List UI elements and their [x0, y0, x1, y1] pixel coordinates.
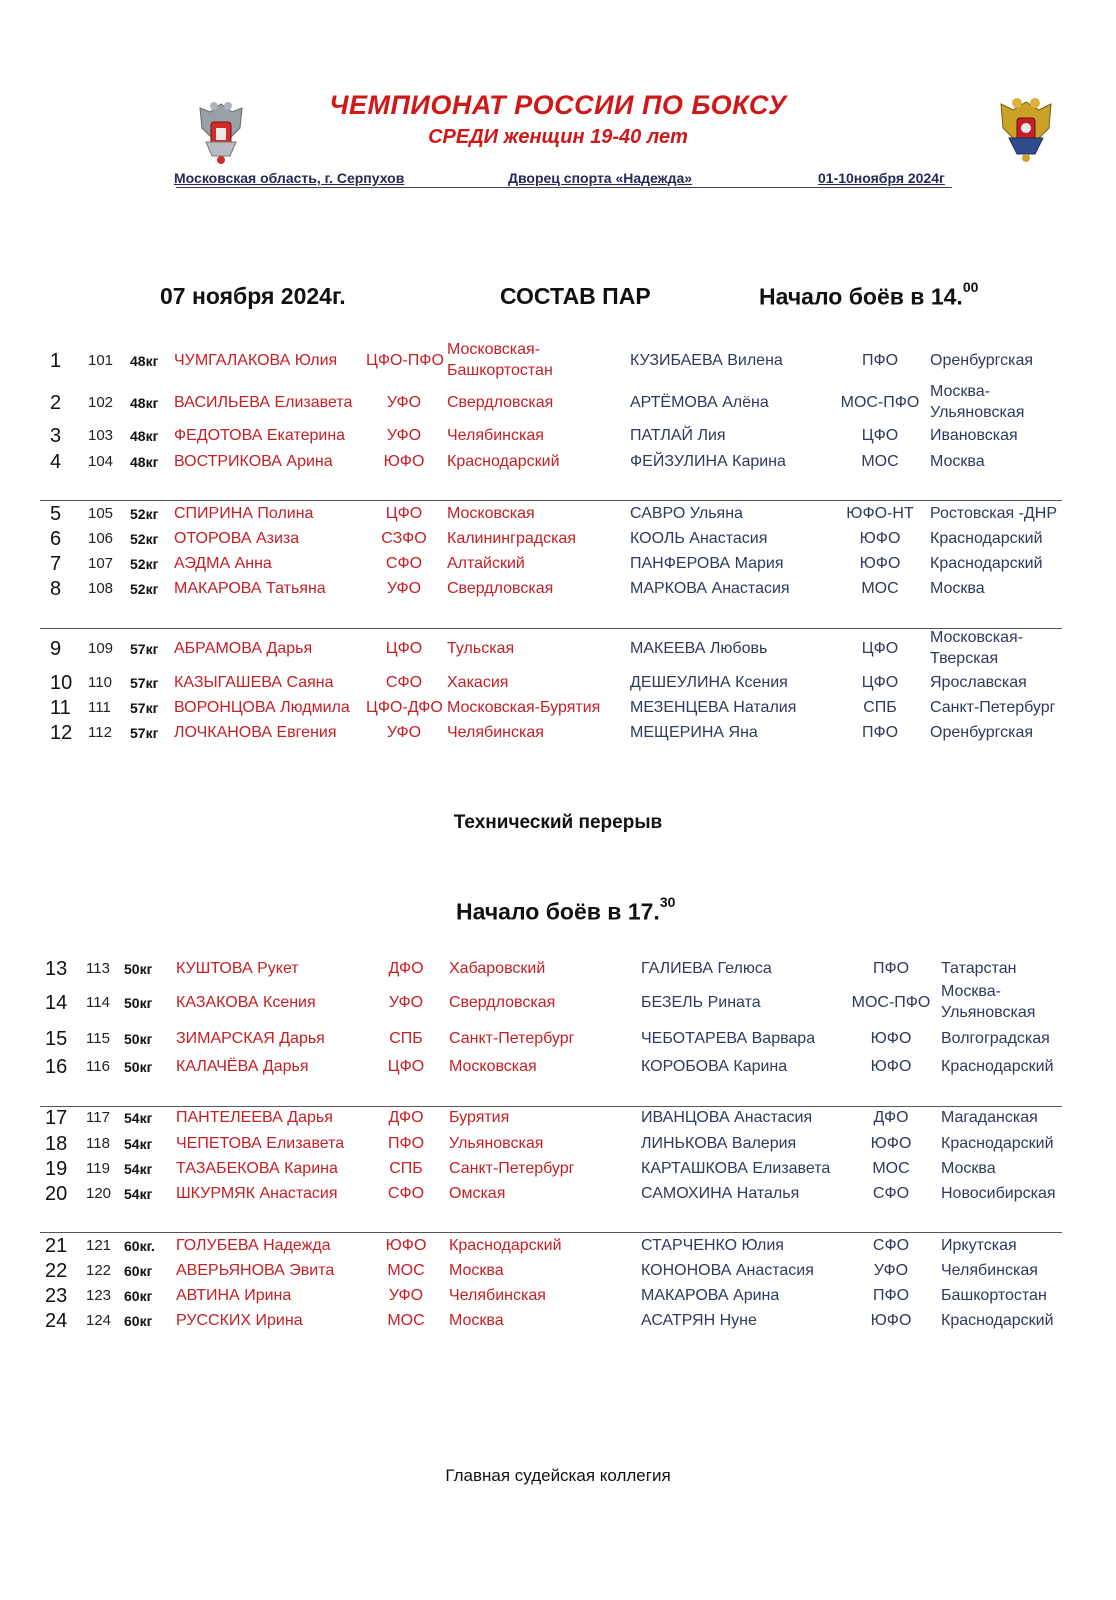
weight-class: 54кг [124, 1186, 153, 1202]
red-corner-name: ПАНТЕЛЕЕВА Дарья [176, 1109, 333, 1126]
bout-number: 11 [50, 697, 71, 719]
blue-corner-region: Москва [930, 453, 985, 470]
bout-row [0, 552, 1116, 576]
blue-corner-district: ДФО [873, 1109, 909, 1126]
blue-corner-name: КОРОБОВА Карина [641, 1058, 788, 1075]
bout-row [0, 527, 1116, 551]
red-corner-name: ТАЗАБЕКОВА Карина [176, 1160, 338, 1177]
bout-number: 9 [50, 638, 62, 660]
weight-class: 52кг [130, 531, 159, 547]
bout-row [0, 383, 1116, 421]
bout-row [0, 1259, 1116, 1283]
red-corner-region: Московская [447, 505, 535, 522]
bout-row [0, 424, 1116, 448]
blue-corner-district: МОС [861, 580, 899, 597]
bout-id: 108 [88, 580, 114, 597]
bout-row [0, 983, 1116, 1021]
bout-id: 111 [88, 699, 111, 716]
red-corner-region: Москва [449, 1262, 504, 1279]
blue-corner-region: Московская- Тверская [930, 629, 1024, 667]
bout-id: 104 [88, 453, 114, 470]
blue-corner-region: Москва [930, 580, 985, 597]
blue-corner-region: Оренбургская [930, 724, 1034, 741]
bout-row [0, 577, 1116, 601]
weight-group-divider [40, 500, 1062, 501]
bout-number: 22 [45, 1260, 68, 1282]
blue-corner-district: УФО [873, 1262, 909, 1279]
red-corner-name: АВЕРЬЯНОВА Эвита [176, 1262, 335, 1279]
start-time-1: Начало боёв в 14.00 [759, 279, 979, 310]
bout-id: 120 [86, 1185, 112, 1202]
blue-corner-district: ЮФО [859, 530, 901, 547]
blue-corner-name: КООЛЬ Анастасия [630, 530, 768, 547]
red-corner-name: КАЗАКОВА Ксения [176, 994, 316, 1011]
weight-group-divider [40, 628, 1062, 629]
bout-number: 18 [45, 1133, 68, 1155]
bout-row [0, 721, 1116, 745]
bout-id: 103 [88, 427, 114, 444]
red-corner-region: Москва [449, 1312, 504, 1329]
blue-corner-name: МАКАРОВА Арина [641, 1287, 780, 1304]
red-corner-district: УФО [388, 994, 424, 1011]
bout-number: 17 [45, 1107, 68, 1129]
bout-row [0, 1055, 1116, 1079]
event-dates: 01-10ноября 2024г [818, 170, 945, 186]
blue-corner-name: МАКЕЕВА Любовь [630, 640, 768, 657]
blue-corner-district: ПФО [861, 724, 899, 741]
bout-row [0, 1234, 1116, 1258]
bout-number: 14 [45, 992, 68, 1014]
start-time-2: Начало боёв в 17.30 [456, 894, 676, 925]
red-corner-name: АЭДМА Анна [174, 555, 272, 572]
red-corner-region: Бурятия [449, 1109, 510, 1126]
blue-corner-name: ГАЛИЕВА Гелюса [641, 960, 772, 977]
bout-row [0, 629, 1116, 667]
weight-class: 48кг [130, 353, 159, 369]
technical-break: Технический перерыв [453, 812, 663, 833]
red-corner-district: СФО [387, 1185, 425, 1202]
blue-corner-name: ФЕЙЗУЛИНА Карина [630, 453, 786, 470]
red-corner-region: Свердловская [447, 580, 554, 597]
weight-class: 57кг [130, 700, 159, 716]
bout-id: 122 [86, 1262, 112, 1279]
red-corner-region: Хабаровский [449, 960, 546, 977]
red-corner-district: УФО [386, 724, 422, 741]
red-corner-name: КАЛАЧЁВА Дарья [176, 1058, 309, 1075]
bout-id: 117 [86, 1109, 110, 1126]
blue-corner-name: КУЗИБАЕВА Вилена [630, 352, 783, 369]
bout-row [0, 450, 1116, 474]
blue-corner-district: СПБ [863, 699, 897, 716]
blue-corner-name: ИВАНЦОВА Анастасия [641, 1109, 813, 1126]
red-corner-name: АВТИНА Ирина [176, 1287, 292, 1304]
weight-class: 57кг [130, 725, 159, 741]
blue-corner-name: КАРТАШКОВА Елизавета [641, 1160, 831, 1177]
blue-corner-district: ЮФО [870, 1135, 912, 1152]
blue-corner-district: ЮФО [870, 1058, 912, 1075]
bout-number: 7 [50, 553, 62, 575]
weight-class: 52кг [130, 581, 159, 597]
event-venue: Дворец спорта «Надежда» [508, 170, 693, 186]
red-corner-name: ВАСИЛЬЕВА Елизавета [174, 394, 353, 411]
bout-number: 21 [45, 1235, 68, 1257]
blue-corner-name: ПАНФЕРОВА Мария [630, 555, 784, 572]
red-corner-district: МОС [387, 1312, 425, 1329]
bout-row [0, 1132, 1116, 1156]
red-corner-district: СПБ [389, 1030, 423, 1047]
red-corner-region: Хакасия [447, 674, 509, 691]
bout-number: 2 [50, 392, 62, 414]
red-corner-region: Свердловская [447, 394, 554, 411]
bout-number: 5 [50, 503, 62, 525]
blue-corner-region: Краснодарский [941, 1058, 1054, 1075]
blue-corner-district: СФО [872, 1237, 910, 1254]
blue-corner-district: ПФО [872, 960, 910, 977]
pairs-heading: СОСТАВ ПАР [500, 283, 651, 309]
weight-class: 50кг [124, 1031, 153, 1047]
blue-corner-district: ПФО [861, 352, 899, 369]
blue-corner-district: ПФО [872, 1287, 910, 1304]
bout-row [0, 502, 1116, 526]
blue-corner-region: Краснодарский [941, 1312, 1054, 1329]
red-corner-region: Алтайский [447, 555, 525, 572]
blue-corner-name: БЕЗЕЛЬ Рината [641, 994, 761, 1011]
bout-id: 118 [86, 1135, 110, 1152]
red-corner-name: ЧУМГАЛАКОВА Юлия [174, 352, 338, 369]
weight-class: 48кг [130, 428, 159, 444]
footer-signature: Главная судейская коллегия [445, 1466, 671, 1485]
red-corner-name: КУШТОВА Рукет [176, 960, 299, 977]
red-corner-district: МОС [387, 1262, 425, 1279]
blue-corner-region: Краснодарский [941, 1135, 1054, 1152]
red-corner-name: ГОЛУБЕВА Надежда [176, 1237, 331, 1254]
red-corner-name: АБРАМОВА Дарья [174, 640, 313, 657]
blue-corner-region: Татарстан [941, 960, 1017, 977]
blue-corner-district: ЦФО [861, 640, 899, 657]
bout-number: 16 [45, 1056, 68, 1078]
blue-corner-district: ЮФО [870, 1312, 912, 1329]
bout-id: 106 [88, 530, 114, 547]
bout-id: 110 [88, 674, 112, 691]
bout-number: 23 [45, 1285, 68, 1307]
weight-class: 48кг [130, 454, 159, 470]
blue-corner-region: Ростовская -ДНР [930, 505, 1057, 522]
bout-number: 3 [50, 425, 62, 447]
red-corner-name: ЧЕПЕТОВА Елизавета [176, 1135, 345, 1152]
blue-corner-name: ЛИНЬКОВА Валерия [641, 1135, 797, 1152]
blue-corner-district: МОС-ПФО [851, 994, 931, 1011]
red-corner-district: ПФО [387, 1135, 425, 1152]
bout-id: 114 [86, 994, 110, 1011]
blue-corner-name: САМОХИНА Наталья [641, 1185, 800, 1202]
event-location: Московская область, г. Серпухов [174, 170, 405, 186]
weight-class: 60кг [124, 1263, 153, 1279]
bout-row [0, 1182, 1116, 1206]
blue-corner-region: Санкт-Петербург [930, 699, 1056, 716]
blue-corner-region: Москва- Ульяновская [930, 383, 1025, 421]
blue-corner-region: Москва- Ульяновская [941, 983, 1036, 1021]
bout-number: 6 [50, 528, 62, 550]
blue-corner-name: СТАРЧЕНКО Юлия [641, 1237, 784, 1254]
red-corner-district: СФО [385, 674, 423, 691]
bout-id: 119 [86, 1160, 110, 1177]
bout-id: 121 [86, 1237, 112, 1254]
weight-class: 54кг [124, 1136, 153, 1152]
red-corner-region: Челябинская [447, 427, 544, 444]
blue-corner-region: Иркутская [941, 1237, 1017, 1254]
red-corner-region: Омская [449, 1185, 506, 1202]
red-corner-district: ЮФО [383, 453, 425, 470]
red-corner-name: РУССКИХ Ирина [176, 1312, 303, 1329]
weight-class: 60кг [124, 1313, 153, 1329]
bout-id: 124 [86, 1312, 112, 1329]
red-corner-district: УФО [386, 580, 422, 597]
weight-class: 52кг [130, 506, 159, 522]
red-corner-name: ФЕДОТОВА Екатерина [174, 427, 346, 444]
blue-corner-region: Краснодарский [930, 530, 1043, 547]
red-corner-district: СФО [385, 555, 423, 572]
blue-corner-name: САВРО Ульяна [630, 505, 743, 522]
blue-corner-region: Волгоградская [941, 1030, 1050, 1047]
bout-id: 113 [86, 960, 110, 977]
blue-corner-district: МОС [861, 453, 899, 470]
red-corner-name: ЛОЧКАНОВА Евгения [174, 724, 337, 741]
bout-row [0, 1106, 1116, 1130]
red-corner-district: ЦФО [385, 640, 423, 657]
blue-corner-name: КОНОНОВА Анастасия [641, 1262, 814, 1279]
red-corner-district: ЦФО [385, 505, 423, 522]
weight-class: 60кг. [124, 1238, 155, 1254]
bout-row [0, 1157, 1116, 1181]
bout-id: 107 [88, 555, 114, 572]
bout-number: 20 [45, 1183, 68, 1205]
bout-id: 102 [88, 394, 114, 411]
bout-id: 116 [86, 1058, 110, 1075]
bout-row [0, 671, 1116, 695]
bout-id: 123 [86, 1287, 112, 1304]
weight-class: 50кг [124, 995, 153, 1011]
bout-row [0, 1309, 1116, 1333]
blue-corner-name: МЕЩЕРИНА Яна [630, 724, 758, 741]
blue-corner-region: Краснодарский [930, 555, 1043, 572]
blue-corner-region: Ивановская [930, 427, 1018, 444]
red-corner-region: Московская [449, 1058, 537, 1075]
bout-number: 8 [50, 578, 62, 600]
red-corner-district: ЮФО [385, 1237, 427, 1254]
blue-corner-district: ЦФО [861, 427, 899, 444]
red-corner-name: СПИРИНА Полина [174, 505, 314, 522]
bout-id: 105 [88, 505, 114, 522]
red-corner-district: ЦФО-ПФО [366, 352, 444, 369]
weight-class: 57кг [130, 675, 159, 691]
weight-class: 54кг [124, 1161, 153, 1177]
blue-corner-name: АРТЁМОВА Алёна [630, 394, 769, 411]
bout-number: 10 [50, 672, 73, 694]
blue-corner-region: Новосибирская [941, 1185, 1056, 1202]
blue-corner-region: Москва [941, 1160, 996, 1177]
session-date: 07 ноября 2024г. [160, 283, 346, 309]
blue-corner-district: МОС-ПФО [840, 394, 920, 411]
red-corner-region: Санкт-Петербург [449, 1160, 575, 1177]
bout-row [0, 696, 1116, 720]
blue-corner-region: Башкортостан [941, 1287, 1047, 1304]
bout-number: 1 [50, 350, 62, 372]
red-corner-region: Московская-Бурятия [447, 699, 601, 716]
blue-corner-district: ЮФО [870, 1030, 912, 1047]
red-corner-region: Краснодарский [449, 1237, 562, 1254]
championship-title: ЧЕМПИОНАТ РОССИИ ПО БОКСУ [329, 90, 787, 120]
red-corner-region: Краснодарский [447, 453, 560, 470]
blue-corner-region: Оренбургская [930, 352, 1034, 369]
red-corner-district: ЦФО [387, 1058, 425, 1075]
blue-corner-district: МОС [872, 1160, 910, 1177]
bout-row [0, 957, 1116, 981]
blue-corner-region: Ярославская [930, 674, 1027, 691]
bout-number: 4 [50, 451, 62, 473]
red-corner-name: ШКУРМЯК Анастасия [176, 1185, 338, 1202]
red-corner-name: ВОРОНЦОВА Людмила [174, 699, 350, 716]
red-corner-district: УФО [386, 394, 422, 411]
bout-number: 24 [45, 1310, 68, 1332]
bout-id: 109 [88, 640, 114, 657]
weight-class: 50кг [124, 1059, 153, 1075]
blue-corner-name: ЧЕБОТАРЕВА Варвара [641, 1030, 816, 1047]
red-corner-district: СЗФО [381, 530, 427, 547]
red-corner-district: ЦФО-ДФО [366, 699, 443, 716]
blue-corner-name: ПАТЛАЙ Лия [630, 427, 726, 444]
bout-id: 101 [88, 352, 114, 369]
red-corner-district: СПБ [389, 1160, 423, 1177]
weight-class: 52кг [130, 556, 159, 572]
bout-id: 115 [86, 1030, 110, 1047]
header-rule [176, 187, 952, 188]
red-corner-district: УФО [386, 427, 422, 444]
championship-subtitle: СРЕДИ женщин 19-40 лет [428, 126, 688, 148]
red-corner-district: ДФО [388, 1109, 424, 1126]
red-corner-region: Московская- Башкортостан [447, 341, 553, 379]
red-corner-region: Свердловская [449, 994, 556, 1011]
red-corner-district: ДФО [388, 960, 424, 977]
bout-number: 15 [45, 1028, 68, 1050]
bout-id: 112 [88, 724, 112, 741]
red-corner-name: ОТОРОВА Азиза [174, 530, 300, 547]
bout-row [0, 1027, 1116, 1051]
bout-number: 13 [45, 958, 68, 980]
bout-number: 12 [50, 722, 73, 744]
blue-corner-region: Магаданская [941, 1109, 1038, 1126]
red-corner-region: Калининградская [447, 530, 576, 547]
bout-row [0, 1284, 1116, 1308]
blue-corner-district: СФО [872, 1185, 910, 1202]
blue-corner-name: МЕЗЕНЦЕВА Наталия [630, 699, 797, 716]
red-corner-name: КАЗЫГАШЕВА Саяна [174, 674, 334, 691]
bout-row [0, 341, 1116, 379]
weight-class: 48кг [130, 395, 159, 411]
weight-class: 60кг [124, 1288, 153, 1304]
red-corner-region: Санкт-Петербург [449, 1030, 575, 1047]
weight-class: 50кг [124, 961, 153, 977]
blue-corner-district: ЮФО [859, 555, 901, 572]
red-corner-region: Челябинская [447, 724, 544, 741]
red-corner-region: Ульяновская [449, 1135, 544, 1152]
red-corner-name: ВОСТРИКОВА Арина [174, 453, 333, 470]
red-corner-region: Тульская [447, 640, 515, 657]
blue-corner-name: МАРКОВА Анастасия [630, 580, 790, 597]
red-corner-name: МАКАРОВА Татьяна [174, 580, 326, 597]
bout-number: 19 [45, 1158, 68, 1180]
blue-corner-name: ДЕШЕУЛИНА Ксения [630, 674, 788, 691]
weight-class: 57кг [130, 641, 159, 657]
red-corner-district: УФО [388, 1287, 424, 1304]
blue-corner-district: ЮФО-НТ [846, 505, 914, 522]
blue-corner-region: Челябинская [941, 1262, 1038, 1279]
red-corner-name: ЗИМАРСКАЯ Дарья [176, 1030, 325, 1047]
weight-group-divider [40, 1232, 1062, 1233]
blue-corner-name: АСАТРЯН Нуне [641, 1312, 757, 1329]
blue-corner-district: ЦФО [861, 674, 899, 691]
weight-class: 54кг [124, 1110, 153, 1126]
red-corner-region: Челябинская [449, 1287, 546, 1304]
